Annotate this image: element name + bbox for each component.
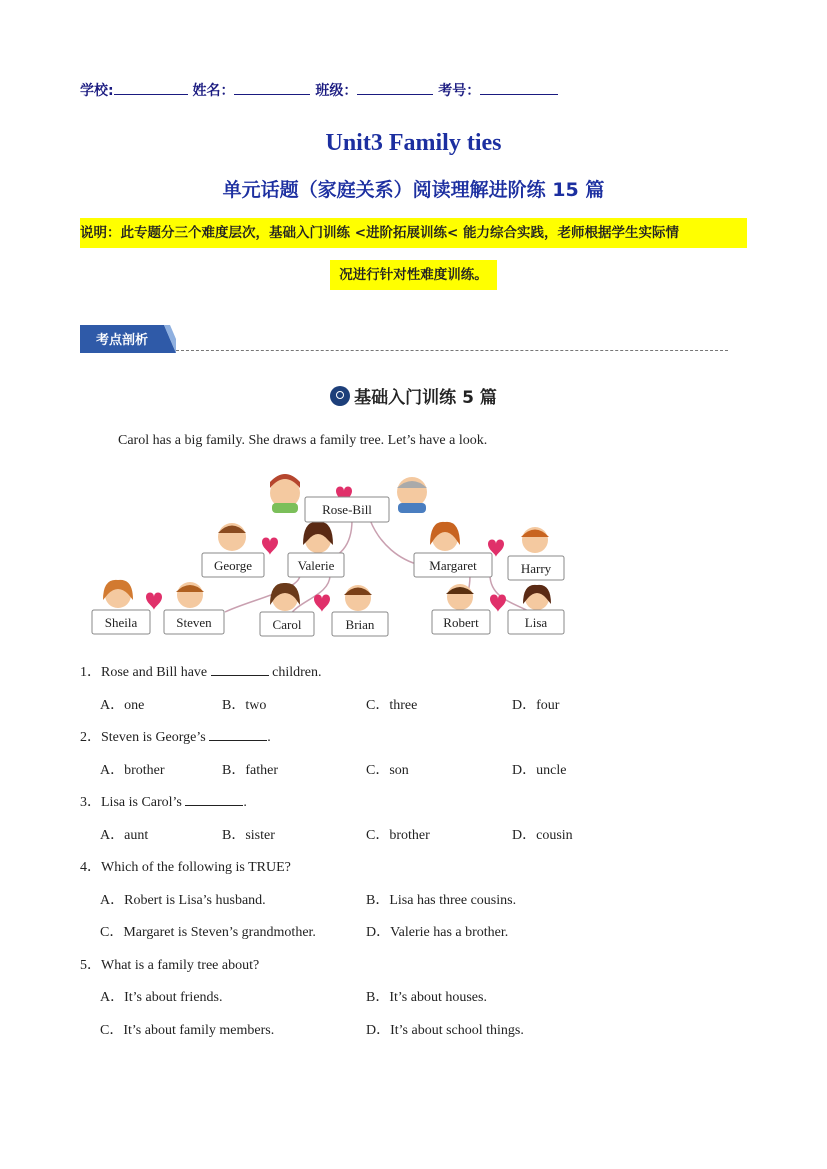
option-2d[interactable]: D．uncle [512,763,567,778]
option-3d[interactable]: D．cousin [512,828,573,843]
name-field[interactable] [234,82,310,95]
margaret-face [430,522,460,551]
name-harry: Harry [520,561,552,576]
grandfather-face [397,477,427,513]
name-robert: Robert [443,615,479,630]
option-2a[interactable]: A．brother [100,763,165,778]
robert-face [446,584,474,610]
question-2: 2．Steven is George’s . [80,730,271,745]
name-valerie: Valerie [297,558,335,573]
name-label: 姓名： [192,83,235,99]
school-field[interactable] [114,82,188,95]
option-2b[interactable]: B．father [222,763,278,778]
heart-icon [262,538,278,556]
option-4c[interactable]: C．Margaret is Steven’s grandmother. [100,925,316,940]
option-5d[interactable]: D．It’s about school things. [366,1023,524,1038]
option-5b[interactable]: B．It’s about houses. [366,990,487,1005]
george-face [218,523,246,551]
bulb-icon [330,386,350,406]
option-3a[interactable]: A．aunt [100,828,149,843]
option-1b[interactable]: B．two [222,698,267,713]
answer-blank[interactable] [185,793,243,806]
name-steven: Steven [176,615,212,630]
question-1: 1．Rose and Bill have children. [80,665,322,680]
answer-blank[interactable] [211,663,269,676]
heart-icon [490,595,506,613]
grandmother-face [270,474,300,513]
harry-face [521,527,549,553]
name-brian: Brian [345,617,375,632]
option-1a[interactable]: A．one [100,698,145,713]
option-5a[interactable]: A．It’s about friends. [100,990,223,1005]
class-label: 班级： [315,83,358,99]
option-3c[interactable]: C．brother [366,828,430,843]
student-info-header [80,80,558,100]
steven-face [176,582,204,608]
badge-label: 考点剖析 [95,333,149,348]
name-george: George [213,558,253,573]
question-4: 4．Which of the following is TRUE? [80,860,291,875]
question-5: 5．What is a family tree about? [80,958,260,973]
name-margaret: Margaret [429,558,477,573]
dashed-divider [176,350,728,351]
school-label: 学校: [80,83,114,99]
exam-no-field[interactable] [480,82,558,95]
page-subtitle: 单元话题（家庭关系）阅读理解进阶练 15 篇 [222,179,605,201]
name-sheila: Sheila [104,615,138,630]
carol-face [270,583,300,611]
section-title [0,383,827,408]
option-1c[interactable]: C．three [366,698,418,713]
lisa-face [523,585,551,610]
instruction-note-line2: 况进行针对性难度训练。 [330,260,497,290]
option-4d[interactable]: D．Valerie has a brother. [366,925,509,940]
name-rose-bill: Rose-Bill [322,502,372,517]
option-4a[interactable]: A．Robert is Lisa’s husband. [100,893,266,908]
option-3b[interactable]: B．sister [222,828,275,843]
option-4b[interactable]: B．Lisa has three cousins. [366,893,517,908]
passage-intro: Carol has a big family. She draws a family tree. Let’s have a look. [118,433,488,448]
brian-face [344,585,372,611]
instruction-note-line1: 说明：此专题分三个难度层次，基础入门训练 <进阶拓展训练< 能力综合实践，老师根据学生实际情 [80,218,747,248]
sheila-face [103,580,133,608]
option-5c[interactable]: C．It’s about family members. [100,1023,275,1038]
heart-icon [314,595,330,613]
name-lisa: Lisa [524,615,548,630]
answer-blank[interactable] [209,728,267,741]
option-1d[interactable]: D．four [512,698,560,713]
family-tree-illustration [80,470,580,640]
option-2c[interactable]: C．son [366,763,409,778]
section-badge [80,325,176,353]
valerie-face [303,522,333,553]
name-carol: Carol [272,617,302,632]
section-title-text: 基础入门训练 5 篇 [354,388,497,408]
class-field[interactable] [357,82,433,95]
question-3: 3．Lisa is Carol’s . [80,795,247,810]
heart-icon [146,593,162,611]
page-title: Unit3 Family ties [325,130,502,156]
exam-no-label: 考号： [438,83,481,99]
